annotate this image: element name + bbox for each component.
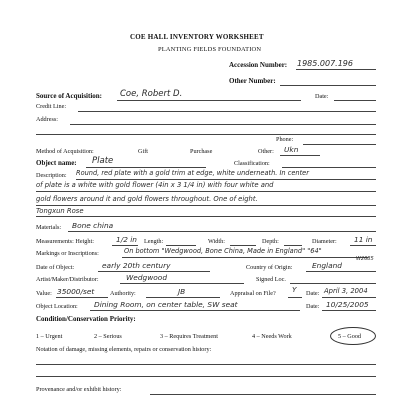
location-date-label: Date: [306,303,320,310]
object-name-line [86,167,206,168]
description-rule-2 [36,191,376,192]
description-rule-4 [36,216,376,217]
condition-selected-circle [330,327,376,345]
accession-label: Accession Number: [229,61,288,69]
method-purchase[interactable]: Purchase [190,148,213,155]
height-value[interactable]: 1/2 in [116,235,137,244]
source-date-label: Date: [315,93,329,100]
notation-label: Notation of damage, missing elements, repairs or conservation history: [36,346,212,353]
description-line-3[interactable]: gold flowers around it and gold flowers throughout. One of eight. [36,195,258,203]
source-label: Source of Acquisition: [36,92,102,100]
notation-line-1 [36,364,376,365]
diameter-label: Diameter: [312,238,337,245]
condition-option-3[interactable]: 3 – Requires Treatment [160,333,218,340]
value-value[interactable]: 35000/set [57,287,95,296]
location-value[interactable]: Dining Room, on center table, SW seat [94,300,238,309]
date-of-object-value[interactable]: early 20th century [102,261,171,270]
method-other-label: Other: [258,148,274,155]
other-number-label: Other Number: [229,77,276,85]
method-gift[interactable]: Gift [138,148,148,155]
location-line [90,310,300,311]
address-line-2 [36,134,376,135]
other-number-line [280,85,376,86]
provenance-label: Provenance and/or exhibit history: [36,386,122,393]
authority-label: Authority: [110,290,136,297]
classification-label: Classification: [234,160,270,167]
appraisal-line [288,297,302,298]
measurements-label: Measurements: Height: [36,238,94,245]
condition-option-5[interactable]: 5 – Good [338,333,362,340]
source-line [117,100,301,101]
authority-line [146,297,220,298]
materials-label: Materials: [36,224,62,231]
appraisal-date-value[interactable]: April 3, 2004 [324,287,368,295]
description-rule-1 [76,179,376,180]
signed-loc-line [290,283,376,284]
country-value[interactable]: England [312,261,343,270]
length-label: Length: [144,238,164,245]
markings-note[interactable]: W2685 [356,256,374,262]
source-value[interactable]: Coe, Robert D. [120,89,183,99]
condition-option-4[interactable]: 4 – Needs Work [252,333,292,340]
width-line [230,245,256,246]
signed-loc-label: Signed Loc. [256,276,286,283]
credit-line-line [78,111,376,112]
object-name-label: Object name: [36,159,77,167]
address-line-1 [70,124,376,125]
date-of-object-label: Date of Object: [36,264,75,271]
location-label: Object Location: [36,303,78,310]
authority-value[interactable]: JB [178,287,186,296]
provenance-line [150,394,376,395]
artist-line [120,283,244,284]
credit-line-label: Credit Line: [36,103,67,110]
artist-label: Artist/Maker/Distributor: [36,276,99,283]
classification-line [282,167,376,168]
description-rule-3 [36,205,376,206]
appraisal-date-label: Date: [306,290,320,297]
source-date-line [334,100,376,101]
phone-line [303,144,376,145]
object-name-value[interactable]: Plate [92,156,114,166]
markings-value[interactable]: On bottom "Wedgwood, Bone China, Made in England" "64" [124,247,322,255]
length-line [166,245,196,246]
location-date-value[interactable]: 10/25/2005 [326,300,369,309]
depth-label: Depth: [262,238,279,245]
artist-value[interactable]: Wedgwood [126,273,168,282]
address-label: Address: [36,116,58,123]
description-line-2[interactable]: of plate is a white with gold flower (4in x 3 1/4 in) with four white and [36,181,274,189]
height-line [112,245,138,246]
description-line-1[interactable]: Round, red plate with a gold trim at edge, white underneath. In center [76,169,309,177]
appraisal-value[interactable]: Y [292,285,297,294]
description-line-4[interactable]: Tongxun Rose [36,207,84,215]
diameter-value[interactable]: 11 in [354,235,373,244]
description-label: Description: [36,172,67,179]
country-line [306,271,376,272]
phone-label: Phone: [276,136,294,143]
date-of-object-line [98,271,210,272]
width-label: Width: [208,238,225,245]
worksheet-title: COE HALL INVENTORY WORKSHEET [130,33,264,41]
value-label: Value: [36,290,52,297]
country-label: Country of Origin: [246,264,293,271]
materials-line [68,231,376,232]
markings-label: Markings or Inscriptions: [36,250,99,257]
worksheet-subtitle: PLANTING FIELDS FOUNDATION [158,46,262,53]
method-other-value[interactable]: Ukn [284,145,299,154]
materials-value[interactable]: Bone china [72,221,114,230]
method-label: Method of Acquisition: [36,148,94,155]
method-other-line [280,155,320,156]
value-line [56,297,108,298]
notation-line-2 [36,376,376,377]
location-date-line [322,310,376,311]
diameter-line [350,245,376,246]
appraisal-date-line [322,297,376,298]
depth-line [284,245,302,246]
appraisal-label: Appraisal on File? [230,290,276,297]
condition-label: Condition/Conservation Priority: [36,315,136,323]
condition-option-1[interactable]: 1 – Urgent [36,333,63,340]
markings-line [122,257,368,258]
condition-option-2[interactable]: 2 – Serious [94,333,122,340]
accession-value[interactable]: 1985.007.196 [297,59,353,68]
accession-line [296,69,376,70]
